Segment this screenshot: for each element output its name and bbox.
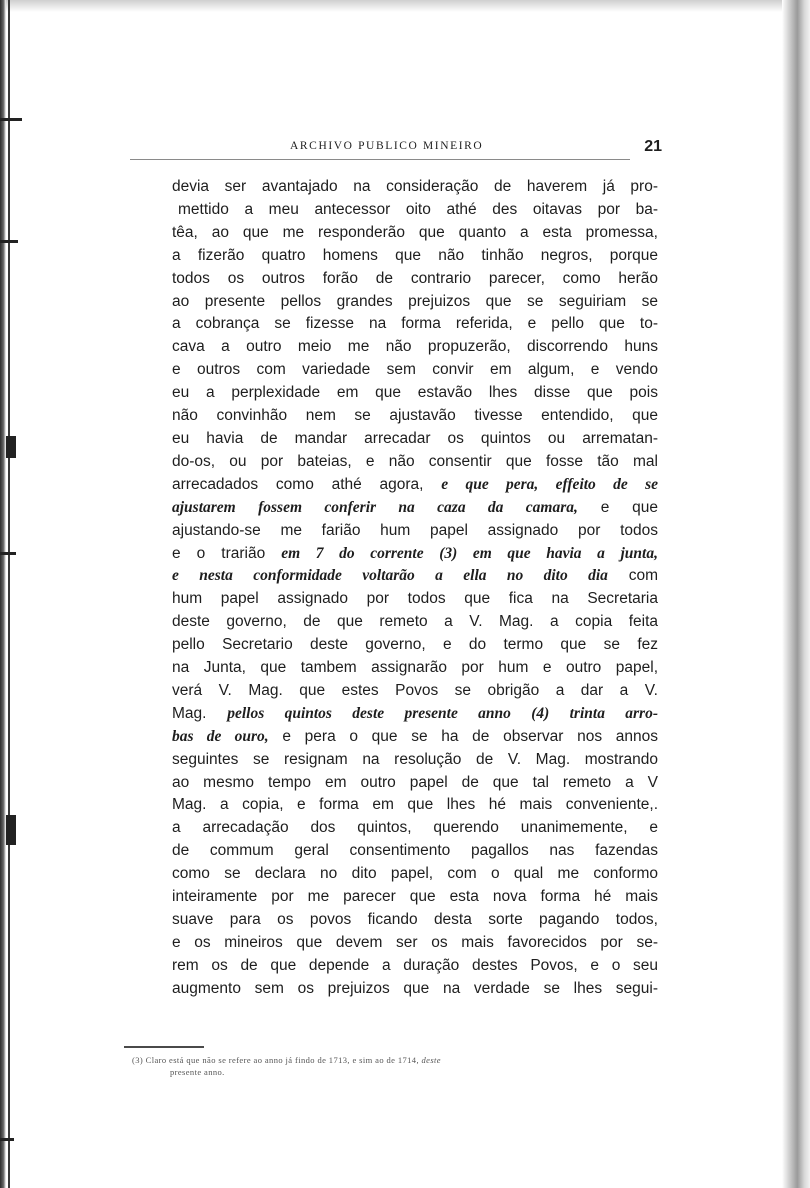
text-run: ao presente pellos grandes prejuizos que se seguiriam se xyxy=(172,292,658,310)
text-run: a fizerão quatro homens que não tinhão negros, porque xyxy=(172,246,658,264)
text-run: augmento sem os prejuizos que na verdade se lhes segui- xyxy=(172,979,658,997)
text-run: de commum geral consentimento pagallos nas fazendas xyxy=(172,842,658,860)
text-run: a cobrança se fizesse na forma referida, e pello que to- xyxy=(172,315,658,333)
text-run: e os mineiros que devem ser os mais favorecidos por se- xyxy=(172,933,658,951)
text-line xyxy=(172,520,658,543)
text-line xyxy=(172,199,658,222)
italic-run: ajustarem fossem conferir na caza da camara, xyxy=(172,498,578,516)
text-run: cava a outro meio me não propuzerão, discorrendo huns xyxy=(172,338,658,356)
scan-shadow-right xyxy=(782,0,810,1188)
text-line xyxy=(172,313,658,336)
text-run: e que xyxy=(600,498,659,516)
text-line xyxy=(172,955,658,978)
text-run: deste governo, de que remeto a V. Mag. a copia feita xyxy=(172,613,658,631)
text-line xyxy=(172,680,658,703)
text-line xyxy=(172,565,658,588)
page-header xyxy=(130,136,662,162)
text-run: e o trarião xyxy=(172,544,266,562)
binding-mark xyxy=(0,240,18,243)
text-run: do-os, ou por bateias, e não consentir que fosse tão mal xyxy=(172,452,658,470)
text-run: ajustando-se me farião hum papel assignado por todos xyxy=(172,521,658,539)
text-run: todos os outros forão de contrario parecer, como herão xyxy=(172,269,658,287)
footnote-rule xyxy=(124,1046,204,1048)
text-run: Mag. a copia, e forma em que lhes hé mais conveniente,. xyxy=(172,796,658,814)
text-line xyxy=(172,978,658,1001)
text-run: eu havia de mandar arrecadar os quintos ou arrematan- xyxy=(172,429,658,447)
text-line xyxy=(172,543,658,566)
binding-mark xyxy=(6,815,16,845)
italic-run: em 7 do corrente (3) em que havia a junta, xyxy=(281,544,658,562)
scan-shadow-left xyxy=(0,0,6,1188)
text-run: pello Secretario deste governo, e do termo que se fez xyxy=(172,636,658,654)
scan-shadow-top xyxy=(0,0,810,12)
binding-mark xyxy=(6,436,16,458)
footnote-text-continued: presente anno. xyxy=(170,1067,225,1077)
text-line xyxy=(172,176,658,199)
text-run: mettido a meu antecessor oito athé des oitavas por ba- xyxy=(178,200,658,218)
italic-run: pellos quintos deste presente anno (4) trinta arro- xyxy=(227,704,659,722)
text-line xyxy=(172,405,658,428)
text-line xyxy=(172,451,658,474)
text-run: a arrecadação dos quintos, querendo unanimemente, e xyxy=(172,819,658,837)
text-run: Mag. xyxy=(172,704,207,722)
text-run: na Junta, que tambem assignarão por hum e outro papel, xyxy=(172,659,658,677)
text-line xyxy=(172,657,658,680)
text-line xyxy=(172,474,658,497)
text-run: e outros com variedade sem convir em algum, e vendo xyxy=(172,361,658,379)
text-run: verá V. Mag. que estes Povos se obrigão a dar a V. xyxy=(172,681,658,699)
text-line xyxy=(172,611,658,634)
text-run: como se declara no dito papel, com o qual me conformo xyxy=(172,865,658,883)
text-line xyxy=(172,909,658,932)
text-run: rem os de que depende a duração destes Povos, e o seu xyxy=(172,956,658,974)
text-line xyxy=(172,588,658,611)
text-line xyxy=(172,817,658,840)
footnote-italic: deste xyxy=(421,1055,441,1065)
text-line xyxy=(172,222,658,245)
binding-mark xyxy=(0,552,16,555)
text-run: eu a perplexidade em que estavão lhes disse que pois xyxy=(172,384,658,402)
text-line xyxy=(172,359,658,382)
text-line xyxy=(172,428,658,451)
italic-run: e nesta conformidade voltarão a ella no dito dia xyxy=(172,567,608,585)
text-run: seguintes se resignam na resolução de V. Mag. mostrando xyxy=(172,750,658,768)
footnote-text: (3) Claro está que não se refere ao anno já findo de 1713, e sim ao de 1714, xyxy=(132,1055,419,1065)
text-line xyxy=(172,703,658,726)
text-line xyxy=(172,291,658,314)
footnote xyxy=(132,1054,672,1078)
text-line xyxy=(172,840,658,863)
text-run: têa, ao que me responderão que quanto a esta promessa, xyxy=(172,223,658,241)
text-line xyxy=(172,772,658,795)
text-line xyxy=(172,863,658,886)
text-run: e pera o que se ha de observar nos annos xyxy=(282,727,658,745)
italic-run: e que pera, effeito de se xyxy=(441,475,658,493)
binding-mark xyxy=(0,1138,14,1141)
text-line xyxy=(172,726,658,749)
italic-run: bas de ouro, xyxy=(172,727,269,745)
text-line xyxy=(172,497,658,520)
text-run: suave para os povos ficando desta sorte pagando todos, xyxy=(172,911,658,928)
body-text xyxy=(172,176,658,1001)
text-run: arrecadados como athé agora, xyxy=(172,475,424,493)
binding-edge xyxy=(8,0,10,1188)
text-line xyxy=(172,245,658,268)
page-number: 21 xyxy=(644,138,662,155)
binding-mark xyxy=(0,118,22,121)
header-rule xyxy=(130,159,630,160)
text-run: não convinhão nem se ajustavão tivesse entendido, que xyxy=(172,407,658,425)
text-line xyxy=(172,794,658,817)
text-line xyxy=(172,336,658,359)
text-run: com xyxy=(628,567,659,585)
running-head: ARCHIVO PUBLICO MINEIRO xyxy=(290,140,484,152)
text-run: devia ser avantajado na consideração de haverem já pro- xyxy=(172,178,658,195)
text-run: ao mesmo tempo em outro papel de que tal remeto a V xyxy=(172,773,658,791)
text-line xyxy=(172,382,658,405)
text-run: inteiramente por me parecer que esta nova forma hé mais xyxy=(172,888,658,906)
text-run: hum papel assignado por todos que fica na Secretaria xyxy=(172,590,658,608)
text-line xyxy=(172,634,658,657)
text-line xyxy=(172,268,658,291)
text-line xyxy=(172,886,658,909)
text-line xyxy=(172,749,658,772)
text-line xyxy=(172,932,658,955)
